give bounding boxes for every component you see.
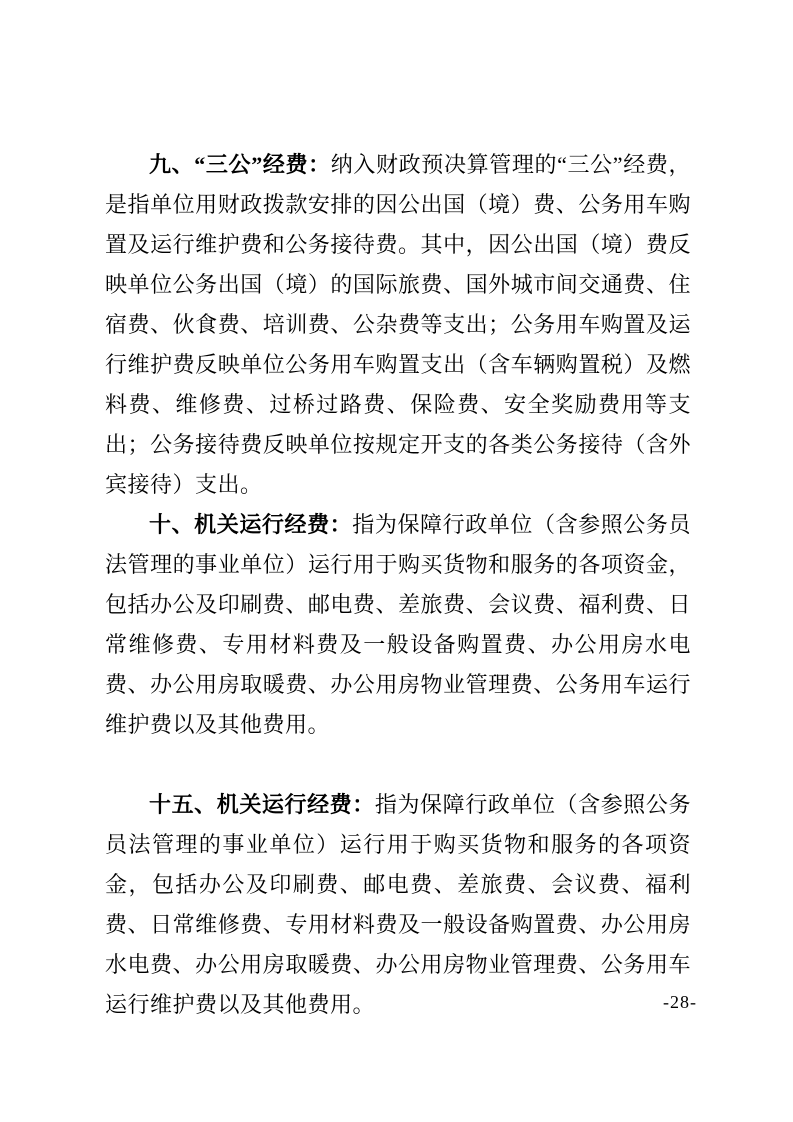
paragraph-sangong-expenses xyxy=(105,145,691,505)
section-body-text: 指为保障行政单位（含参照公务员法管理的事业单位）运行用于购买货物和服务的各项资金，包括办公及印刷费、邮电费、差旅费、会议费、福利费、日常维修费、专用材料费及一般设备购置费、办公用房水电费、办公用房取暖费、办公用房物业管理费、公务用车运行维护费以及其他费用。 xyxy=(105,512,691,737)
section-heading: 九、“三公”经费： xyxy=(149,152,331,177)
section-body-text: 指为保障行政单位（含参照公务员法管理的事业单位）运行用于购买货物和服务的各项资金，包括办公及印刷费、邮电费、差旅费、会议费、福利费、日常维修费、专用材料费及一般设备购置费、办公用房水电费、办公用房取暖费、办公用房物业管理费、公务用车运行维护费以及其他费用。 xyxy=(105,792,691,1017)
page-number: -28- xyxy=(663,992,697,1012)
section-heading: 十、机关运行经费： xyxy=(149,512,353,537)
document-body xyxy=(105,145,691,1025)
paragraph-agency-operating-expenses-10 xyxy=(105,505,691,745)
section-body-text: 纳入财政预决算管理的“三公”经费，是指单位用财政拨款安排的因公出国（境）费、公务用车购置及运行维护费和公务接待费。其中，因公出国（境）费反映单位公务出国（境）的国际旅费、国外城市间交通费、住宿费、伙食费、培训费、公杂费等支出；公务用车购置及运行维护费反映单位公务用车购置支出（含车辆购置税）及燃料费、维修费、过桥过路费、保险费、安全奖励费用等支出；公务接待费反映单位按规定开支的各类公务接待（含外宾接待）支出。 xyxy=(105,152,691,497)
paragraph-agency-operating-expenses-15 xyxy=(105,785,691,1025)
section-heading: 十五、机关运行经费： xyxy=(149,792,375,817)
